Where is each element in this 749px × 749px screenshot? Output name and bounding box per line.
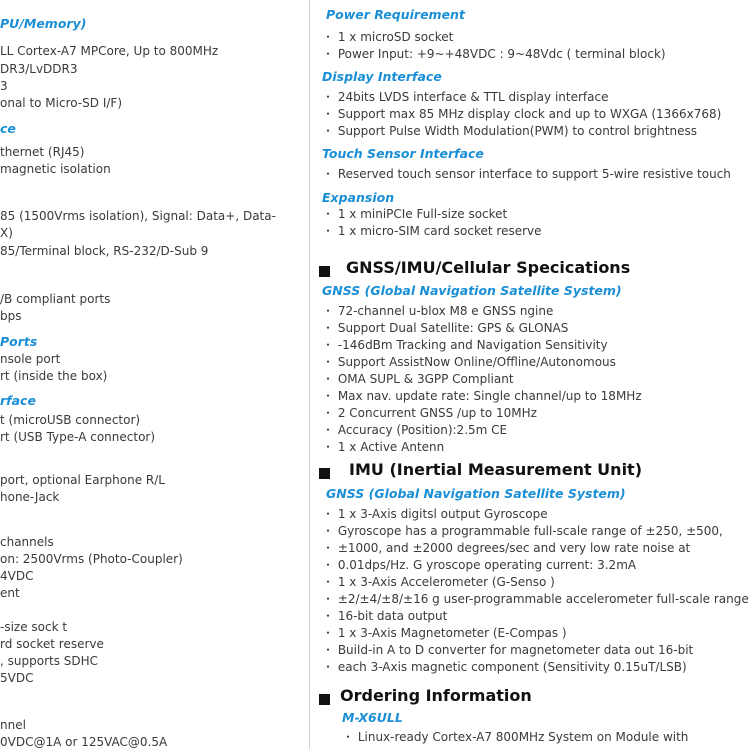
list-item: ・ Accuracy (Position):2.5m CE bbox=[322, 423, 508, 437]
ethernet-spec: thernet (RJ45) bbox=[0, 145, 85, 159]
model-heading: M-X6ULL bbox=[342, 710, 403, 725]
dio-isolation-spec: on: 2500Vrms (Photo-Coupler) bbox=[0, 552, 183, 566]
list-item: ・ each 3-Axis magnetic component (Sensitivity 0.15uT/LSB) bbox=[322, 660, 687, 674]
imu-heading: GNSS (Global Navigation Satellite System) bbox=[326, 486, 626, 501]
cpu-memory-heading: PU/Memory) bbox=[0, 16, 87, 31]
dio-channels-spec: channels bbox=[0, 535, 54, 549]
list-item: ・ 24bits LVDS interface & TTL display interface bbox=[322, 90, 609, 104]
list-item: ・ OMA SUPL & 3GPP Compliant bbox=[322, 372, 514, 386]
usb-interface-heading: rface bbox=[0, 393, 36, 408]
list-item: ・ 1 x 3-Axis Accelerometer (G-Senso ) bbox=[322, 575, 555, 589]
list-item: ・ 1 x Active Antenn bbox=[322, 440, 445, 454]
list-item: ・ Max nav. update rate: Single channel/up to 18MHz bbox=[322, 389, 642, 403]
audio-spec: port, optional Earphone R/L bbox=[0, 473, 165, 487]
touch-sensor-heading: Touch Sensor Interface bbox=[322, 146, 484, 161]
list-item: ・ 0.01dps/Hz. G yroscope operating current: 3.2mA bbox=[322, 558, 637, 572]
list-item: ・ 1 x microSD socket bbox=[322, 30, 454, 44]
list-item: ・ 2 Concurrent GNSS /up to 10MHz bbox=[322, 406, 537, 420]
isolation-spec: magnetic isolation bbox=[0, 162, 111, 176]
interface-heading: ce bbox=[0, 121, 16, 136]
list-item: ・ 1 x micro-SIM card socket reserve bbox=[322, 224, 542, 238]
cpu-spec: LL Cortex-A7 MPCore, Up to 800MHz bbox=[0, 44, 219, 58]
list-item: ・ -146dBm Tracking and Navigation Sensitivity bbox=[322, 338, 608, 352]
imu-section-title: IMU (Inertial Measurement Unit) bbox=[349, 460, 643, 479]
section-square-icon bbox=[319, 690, 330, 709]
list-item: ・ 72-channel u-blox M8 e GNSS ngine bbox=[322, 304, 554, 318]
storage-option-spec: onal to Micro-SD I/F) bbox=[0, 96, 122, 110]
list-item: ・ Support max 85 MHz display clock and up to WXGA (1366x768) bbox=[322, 107, 722, 121]
gnss-heading: GNSS (Global Navigation Satellite System) bbox=[322, 283, 622, 298]
list-item: ・ Reserved touch sensor interface to support 5-wire resistive touch bbox=[322, 167, 731, 181]
list-item: ・ Support Dual Satellite: GPS & GLONAS bbox=[322, 321, 569, 335]
console-port-spec: nsole port bbox=[0, 352, 61, 366]
ports-heading: Ports bbox=[0, 334, 38, 349]
list-item: ・ ±2/±4/±8/±16 g user-programmable accelerometer full-scale range bbox=[322, 592, 749, 606]
list-item: ・ 1 x 3-Axis Magnetometer (E-Compas ) bbox=[322, 626, 567, 640]
gnss-section-title: GNSS/IMU/Cellular Specications bbox=[346, 258, 631, 277]
list-item: ・ 1 x 3-Axis digitsl output Gyroscope bbox=[322, 507, 548, 521]
expansion-heading: Expansion bbox=[322, 190, 395, 205]
power-requirement-heading: Power Requirement bbox=[326, 7, 465, 22]
relay-channel-spec: nnel bbox=[0, 718, 26, 732]
sd-voltage-spec: 5VDC bbox=[0, 671, 34, 685]
usb-host-spec: rt (USB Type-A connector) bbox=[0, 430, 156, 444]
dio-current-spec: ent bbox=[0, 586, 20, 600]
memory-spec: DR3/LvDDR3 bbox=[0, 62, 78, 76]
ordering-section-title: Ordering Information bbox=[340, 686, 532, 705]
minipcie-spec: -size sock t bbox=[0, 620, 68, 634]
usb-speed-spec: bps bbox=[0, 309, 22, 323]
list-item: ・ Power Input: +9~+48VDC : 9~48Vdc ( terminal block) bbox=[322, 47, 666, 61]
dio-voltage-spec: 4VDC bbox=[0, 569, 34, 583]
audio-jack-spec: hone-Jack bbox=[0, 490, 60, 504]
display-interface-heading: Display Interface bbox=[322, 69, 442, 84]
list-item: ・ Support Pulse Width Modulation(PWM) to control brightness bbox=[322, 124, 697, 138]
list-item: ・ Build-in A to D converter for magnetometer data out 16-bit bbox=[322, 643, 694, 657]
list-item: ・ 16-bit data output bbox=[322, 609, 448, 623]
rs485-spec: 85 (1500Vrms isolation), Signal: Data+, Data- bbox=[0, 209, 276, 223]
list-item: ・ ±1000, and ±2000 degrees/sec and very low rate noise at bbox=[322, 541, 691, 555]
list-item: ・ Support AssistNow Online/Offline/Autonomous bbox=[322, 355, 616, 369]
storage-spec: 3 bbox=[0, 79, 8, 93]
relay-rating-spec: 0VDC@1A or 125VAC@0.5A bbox=[0, 735, 168, 749]
column-divider bbox=[309, 0, 310, 749]
section-square-icon bbox=[319, 262, 330, 281]
list-item: ・ Gyroscope has a programmable full-scale range of ±250, ±500, bbox=[322, 524, 723, 538]
port-inside-spec: rt (inside the box) bbox=[0, 369, 108, 383]
rs485-signal-spec: X) bbox=[0, 226, 13, 240]
list-item: ・ 1 x miniPCIe Full-size socket bbox=[322, 207, 508, 221]
sim-socket-spec: rd socket reserve bbox=[0, 637, 104, 651]
usb-otg-spec: t (microUSB connector) bbox=[0, 413, 141, 427]
list-item: ・ Linux-ready Cortex-A7 800MHz System on Module with bbox=[342, 730, 689, 744]
section-square-icon bbox=[319, 464, 330, 483]
usb-ports-spec: /B compliant ports bbox=[0, 292, 111, 306]
sdhc-spec: , supports SDHC bbox=[0, 654, 99, 668]
serial-connector-spec: 85/Terminal block, RS-232/D-Sub 9 bbox=[0, 244, 209, 258]
